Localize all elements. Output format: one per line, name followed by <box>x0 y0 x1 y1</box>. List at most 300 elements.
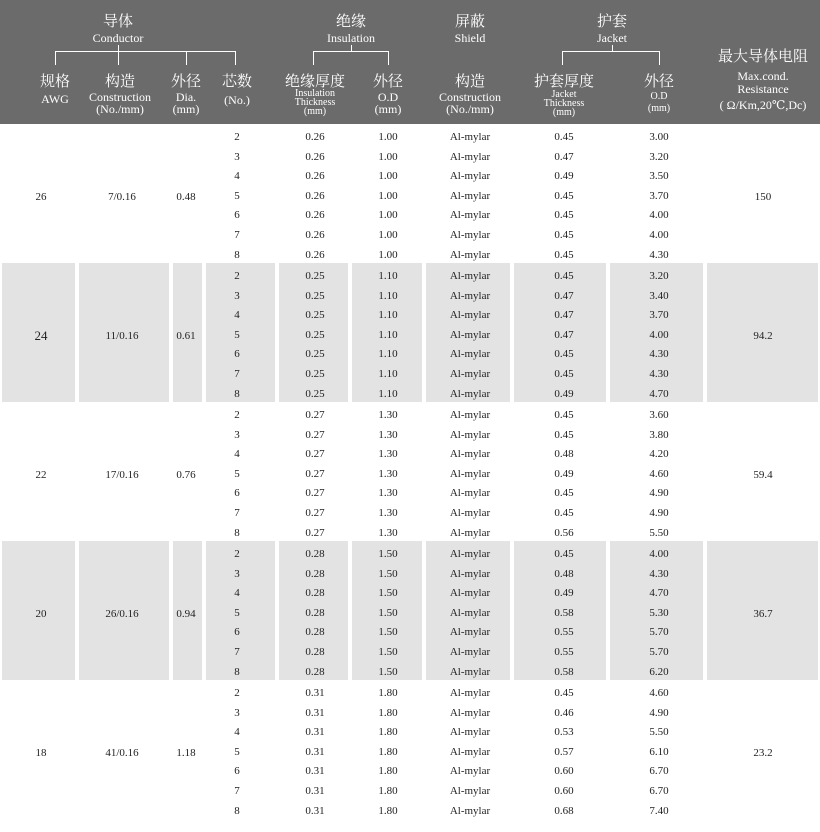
conductor-construction-cell: 26/0.16 <box>105 607 139 620</box>
jacket-thickness-cell: 0.47 <box>554 328 574 341</box>
conductor-dia-cell: 0.48 <box>176 190 196 203</box>
jacket-thickness-cell: 0.58 <box>554 606 574 619</box>
conductor-construction-cell: 41/0.16 <box>105 746 139 759</box>
table-row <box>0 623 820 643</box>
cores-cell: 3 <box>234 567 240 580</box>
cores-cell: 5 <box>234 189 240 202</box>
shield-construction-cell: Al-mylar <box>449 209 491 222</box>
insulation-od-cell: 1.50 <box>378 548 398 560</box>
shield-construction-cell: Al-mylar <box>449 606 491 619</box>
conductor-dia-cell: 0.94 <box>176 607 196 620</box>
shield-construction-cell: Al-mylar <box>449 289 491 302</box>
insulation-od-cell: 1.30 <box>378 467 398 480</box>
insulation-od-header-zh: 外径 <box>372 74 404 90</box>
jacket-od-cell: 4.00 <box>649 229 669 241</box>
insulation-thickness-cell: 0.26 <box>305 229 325 241</box>
jacket-thickness-cell: 0.49 <box>554 170 574 183</box>
cores-cell: 5 <box>234 745 240 758</box>
resistance-title-zh: 最大导体电阻 <box>717 49 809 65</box>
jacket-od-cell: 4.60 <box>649 687 669 699</box>
insulation-od-cell: 1.80 <box>378 687 398 699</box>
jacket-od-cell: 4.30 <box>649 348 669 361</box>
jacket-thickness-cell: 0.55 <box>554 646 574 658</box>
table-row <box>0 326 820 346</box>
shield-construction-cell: Al-mylar <box>449 548 491 560</box>
cores-cell: 8 <box>234 248 240 261</box>
jacket-od-cell: 5.70 <box>649 626 669 639</box>
table-row <box>0 684 820 704</box>
table-row <box>0 128 820 148</box>
table-row <box>0 504 820 524</box>
jacket-thickness-cell: 0.45 <box>554 229 574 241</box>
awg-cell: 18 <box>35 746 47 759</box>
jacket-thickness-cell: 0.45 <box>554 189 574 202</box>
table-row <box>0 226 820 246</box>
shield-construction-cell: Al-mylar <box>449 745 491 758</box>
insulation-thickness-cell: 0.31 <box>305 804 325 817</box>
insulation-od-cell: 1.80 <box>378 804 398 817</box>
cores-cell: 3 <box>234 428 240 441</box>
insulation-od-cell: 1.00 <box>378 248 398 261</box>
shield-construction-cell: Al-mylar <box>449 150 491 163</box>
insulation-thickness-cell: 0.27 <box>305 448 325 461</box>
jacket-od-cell: 4.30 <box>649 368 669 380</box>
jacket-thickness-cell: 0.45 <box>554 270 574 282</box>
table-row <box>0 345 820 365</box>
insulation-od-cell: 1.80 <box>378 785 398 797</box>
insulation-od-cell: 1.80 <box>378 726 398 739</box>
cores-cell: 4 <box>234 587 240 600</box>
insulation-od-cell: 1.10 <box>378 289 398 302</box>
insulation-thickness-cell: 0.27 <box>305 428 325 441</box>
insulation-thickness-cell: 0.31 <box>305 706 325 719</box>
insulation-thickness-cell: 0.28 <box>305 587 325 600</box>
cores-cell: 8 <box>234 526 240 539</box>
insulation-od-cell: 1.30 <box>378 507 398 519</box>
insulation-thickness-cell: 0.27 <box>305 487 325 500</box>
cores-cell: 4 <box>234 309 240 322</box>
insulation-od-cell: 1.50 <box>378 587 398 600</box>
shield-construction-cell: Al-mylar <box>449 467 491 480</box>
conductor-dia-cell: 0.61 <box>176 329 196 342</box>
insulation-od-cell: 1.10 <box>378 328 398 341</box>
jacket-thickness-cell: 0.47 <box>554 289 574 302</box>
shield-construction-cell: Al-mylar <box>449 229 491 241</box>
conductor-construction-cell: 7/0.16 <box>108 190 136 203</box>
insulation-od-cell: 1.50 <box>378 567 398 580</box>
table-row <box>0 465 820 485</box>
jacket-thickness-cell: 0.45 <box>554 409 574 421</box>
jacket-thickness-header-en2: Thickness <box>543 98 585 109</box>
conductor-bracket-tick <box>235 51 236 65</box>
conductor-bracket-tick <box>55 51 56 65</box>
table-row <box>0 704 820 724</box>
table-row <box>0 445 820 465</box>
insulation-thickness-cell: 0.25 <box>305 289 325 302</box>
insulation-thickness-cell: 0.27 <box>305 409 325 421</box>
shield-construction-cell: Al-mylar <box>449 507 491 519</box>
shield-construction-cell: Al-mylar <box>449 348 491 361</box>
resistance-cell: 36.7 <box>753 607 773 620</box>
jacket-od-cell: 5.70 <box>649 646 669 658</box>
insulation-od-cell: 1.10 <box>378 368 398 380</box>
insulation-title-en: Insulation <box>327 31 375 45</box>
conductor-dia-header-en: Dia. <box>175 90 197 104</box>
shield-construction-cell: Al-mylar <box>449 646 491 658</box>
insulation-thickness-cell: 0.28 <box>305 567 325 580</box>
insulation-thickness-cell: 0.31 <box>305 745 325 758</box>
table-row <box>0 643 820 663</box>
awg-cell: 20 <box>35 607 47 620</box>
jacket-thickness-cell: 0.68 <box>554 804 574 817</box>
insulation-od-cell: 1.50 <box>378 606 398 619</box>
table-row <box>0 187 820 207</box>
insulation-od-cell: 1.00 <box>378 131 398 143</box>
table-row <box>0 604 820 624</box>
conductor-title-zh: 导体 <box>102 14 134 30</box>
table-row <box>0 148 820 168</box>
insulation-thickness-cell: 0.26 <box>305 189 325 202</box>
jacket-bracket-tick <box>612 45 613 52</box>
jacket-od-header-unit: (mm) <box>647 103 671 114</box>
insulation-thickness-cell: 0.28 <box>305 548 325 560</box>
jacket-od-cell: 3.40 <box>649 289 669 302</box>
jacket-od-cell: 6.70 <box>649 785 669 797</box>
insulation-thickness-cell: 0.26 <box>305 209 325 222</box>
insulation-thickness-cell: 0.25 <box>305 270 325 282</box>
jacket-thickness-cell: 0.45 <box>554 368 574 380</box>
insulation-thickness-cell: 0.26 <box>305 131 325 143</box>
resistance-cell: 94.2 <box>753 329 773 342</box>
table-row <box>0 206 820 226</box>
jacket-bracket-tick <box>659 51 660 65</box>
shield-construction-cell: Al-mylar <box>449 804 491 817</box>
awg-header-zh: 规格 <box>39 74 71 90</box>
table-row <box>0 743 820 763</box>
insulation-od-cell: 1.80 <box>378 745 398 758</box>
jacket-thickness-cell: 0.45 <box>554 131 574 143</box>
jacket-thickness-cell: 0.60 <box>554 785 574 797</box>
jacket-od-cell: 4.00 <box>649 328 669 341</box>
awg-group <box>0 541 820 680</box>
jacket-od-cell: 4.90 <box>649 706 669 719</box>
insulation-thickness-cell: 0.25 <box>305 348 325 361</box>
conductor-construction-cell: 17/0.16 <box>105 468 139 481</box>
insulation-od-cell: 1.00 <box>378 229 398 241</box>
awg-cell: 22 <box>35 468 47 481</box>
resistance-cell: 23.2 <box>753 746 773 759</box>
jacket-thickness-header-zh: 护套厚度 <box>533 74 595 90</box>
table-row <box>0 484 820 504</box>
table-row <box>0 565 820 585</box>
insulation-od-cell: 1.10 <box>378 387 398 400</box>
jacket-od-cell: 4.60 <box>649 467 669 480</box>
insulation-thickness-header-en2: Thickness <box>294 97 336 108</box>
shield-construction-cell: Al-mylar <box>449 189 491 202</box>
table-row <box>0 287 820 307</box>
jacket-od-cell: 4.90 <box>649 507 669 519</box>
table-row <box>0 406 820 426</box>
jacket-thickness-cell: 0.48 <box>554 448 574 461</box>
jacket-od-cell: 4.30 <box>649 567 669 580</box>
cores-cell: 8 <box>234 387 240 400</box>
insulation-od-cell: 1.50 <box>378 646 398 658</box>
cores-cell: 4 <box>234 170 240 183</box>
insulation-bracket-tick <box>351 45 352 52</box>
jacket-title-zh: 护套 <box>596 14 628 30</box>
shield-construction-header-unit: (No./mm) <box>446 102 494 116</box>
cores-cell: 7 <box>234 507 240 519</box>
shield-construction-header-zh: 构造 <box>454 74 486 90</box>
cores-header-en: (No.) <box>224 93 250 107</box>
cores-cell: 6 <box>234 487 240 500</box>
insulation-thickness-header-zh: 绝缘厚度 <box>284 74 346 90</box>
resistance-title-unit: ( Ω/Km,20℃,Dc) <box>719 98 807 112</box>
cores-cell: 3 <box>234 706 240 719</box>
jacket-thickness-cell: 0.45 <box>554 209 574 222</box>
jacket-thickness-cell: 0.47 <box>554 309 574 322</box>
jacket-thickness-header-en1: Jacket <box>551 89 577 100</box>
jacket-od-cell: 3.20 <box>649 270 669 282</box>
conductor-bracket-tick <box>118 51 119 65</box>
insulation-od-cell: 1.10 <box>378 270 398 282</box>
insulation-title-zh: 绝缘 <box>335 14 367 30</box>
jacket-thickness-cell: 0.45 <box>554 487 574 500</box>
jacket-thickness-cell: 0.49 <box>554 387 574 400</box>
cores-cell: 7 <box>234 646 240 658</box>
cores-header-zh: 芯数 <box>221 74 253 90</box>
conductor-construction-header-unit: (No./mm) <box>96 102 144 116</box>
shield-construction-cell: Al-mylar <box>449 170 491 183</box>
shield-construction-cell: Al-mylar <box>449 368 491 380</box>
cores-cell: 7 <box>234 229 240 241</box>
insulation-od-cell: 1.30 <box>378 526 398 539</box>
conductor-bracket <box>55 51 235 52</box>
insulation-thickness-cell: 0.28 <box>305 665 325 678</box>
insulation-thickness-cell: 0.26 <box>305 170 325 183</box>
jacket-thickness-cell: 0.46 <box>554 706 574 719</box>
shield-construction-cell: Al-mylar <box>449 248 491 261</box>
awg-group <box>0 263 820 402</box>
conductor-title-en: Conductor <box>92 31 144 45</box>
cores-cell: 7 <box>234 368 240 380</box>
cores-cell: 4 <box>234 726 240 739</box>
shield-construction-header-en: Construction <box>439 90 501 104</box>
cores-cell: 2 <box>234 270 240 282</box>
insulation-thickness-cell: 0.25 <box>305 387 325 400</box>
jacket-od-cell: 4.70 <box>649 387 669 400</box>
table-row <box>0 762 820 782</box>
insulation-od-cell: 1.00 <box>378 150 398 163</box>
jacket-od-cell: 4.00 <box>649 548 669 560</box>
shield-construction-cell: Al-mylar <box>449 587 491 600</box>
insulation-thickness-cell: 0.26 <box>305 248 325 261</box>
insulation-od-header-en: O.D <box>377 90 399 104</box>
insulation-thickness-cell: 0.25 <box>305 368 325 380</box>
jacket-thickness-cell: 0.60 <box>554 765 574 778</box>
table-row <box>0 782 820 802</box>
cores-cell: 8 <box>234 665 240 678</box>
insulation-thickness-header-unit: (mm) <box>303 106 327 117</box>
jacket-thickness-cell: 0.49 <box>554 587 574 600</box>
table-row <box>0 306 820 326</box>
insulation-od-cell: 1.50 <box>378 665 398 678</box>
jacket-thickness-cell: 0.58 <box>554 665 574 678</box>
jacket-od-cell: 4.00 <box>649 209 669 222</box>
insulation-od-cell: 1.80 <box>378 765 398 778</box>
jacket-thickness-header-unit: (mm) <box>552 107 576 118</box>
shield-construction-cell: Al-mylar <box>449 309 491 322</box>
insulation-thickness-cell: 0.27 <box>305 467 325 480</box>
insulation-thickness-cell: 0.25 <box>305 328 325 341</box>
shield-construction-cell: Al-mylar <box>449 328 491 341</box>
jacket-thickness-cell: 0.45 <box>554 428 574 441</box>
awg-group <box>0 124 820 263</box>
insulation-bracket-tick <box>313 51 314 65</box>
jacket-od-cell: 3.50 <box>649 170 669 183</box>
insulation-od-header-unit: (mm) <box>374 102 402 116</box>
cores-cell: 5 <box>234 467 240 480</box>
insulation-thickness-cell: 0.28 <box>305 646 325 658</box>
jacket-od-cell: 7.40 <box>649 804 669 817</box>
jacket-od-header-en: O.D <box>650 91 668 102</box>
shield-construction-cell: Al-mylar <box>449 706 491 719</box>
resistance-cell: 150 <box>754 190 772 203</box>
conductor-dia-header-unit: (mm) <box>172 102 200 116</box>
cores-cell: 2 <box>234 131 240 143</box>
table-row <box>0 167 820 187</box>
jacket-thickness-cell: 0.45 <box>554 507 574 519</box>
jacket-thickness-cell: 0.45 <box>554 548 574 560</box>
jacket-od-cell: 4.20 <box>649 448 669 461</box>
insulation-thickness-header-en1: Insulation <box>295 88 335 99</box>
shield-construction-cell: Al-mylar <box>449 448 491 461</box>
cores-cell: 3 <box>234 150 240 163</box>
insulation-thickness-cell: 0.31 <box>305 726 325 739</box>
shield-construction-cell: Al-mylar <box>449 765 491 778</box>
cores-cell: 5 <box>234 606 240 619</box>
resistance-title-en2: Resistance <box>737 82 789 96</box>
insulation-thickness-cell: 0.25 <box>305 309 325 322</box>
jacket-od-cell: 5.50 <box>649 526 669 539</box>
cores-cell: 6 <box>234 348 240 361</box>
jacket-title-en: Jacket <box>597 31 627 45</box>
insulation-thickness-cell: 0.31 <box>305 687 325 699</box>
jacket-od-cell: 3.70 <box>649 189 669 202</box>
table-row <box>0 723 820 743</box>
jacket-thickness-cell: 0.47 <box>554 150 574 163</box>
resistance-title-en1: Max.cond. <box>737 69 789 83</box>
awg-cell: 24 <box>34 327 48 343</box>
jacket-od-cell: 3.60 <box>649 409 669 421</box>
jacket-od-cell: 3.70 <box>649 309 669 322</box>
insulation-od-cell: 1.50 <box>378 626 398 639</box>
insulation-thickness-cell: 0.27 <box>305 526 325 539</box>
table-header <box>0 0 820 124</box>
shield-construction-cell: Al-mylar <box>449 526 491 539</box>
insulation-od-cell: 1.30 <box>378 428 398 441</box>
jacket-thickness-cell: 0.55 <box>554 626 574 639</box>
insulation-od-cell: 1.00 <box>378 209 398 222</box>
insulation-thickness-cell: 0.27 <box>305 507 325 519</box>
conductor-dia-cell: 1.18 <box>176 746 196 759</box>
jacket-od-cell: 6.10 <box>649 745 669 758</box>
cores-cell: 2 <box>234 548 240 560</box>
jacket-od-cell: 3.20 <box>649 150 669 163</box>
jacket-thickness-cell: 0.56 <box>554 526 574 539</box>
jacket-od-cell: 4.30 <box>649 248 669 261</box>
shield-title-en: Shield <box>454 31 486 45</box>
cores-cell: 6 <box>234 626 240 639</box>
table-row <box>0 267 820 287</box>
jacket-bracket-tick <box>562 51 563 65</box>
jacket-thickness-cell: 0.49 <box>554 467 574 480</box>
shield-construction-cell: Al-mylar <box>449 409 491 421</box>
table-row <box>0 365 820 385</box>
conductor-bracket-tick <box>186 51 187 65</box>
shield-construction-cell: Al-mylar <box>449 665 491 678</box>
shield-title-zh: 屏蔽 <box>454 14 486 30</box>
shield-construction-cell: Al-mylar <box>449 487 491 500</box>
shield-construction-cell: Al-mylar <box>449 428 491 441</box>
jacket-od-cell: 6.70 <box>649 765 669 778</box>
cores-cell: 2 <box>234 687 240 699</box>
jacket-thickness-cell: 0.45 <box>554 687 574 699</box>
table-row <box>0 545 820 565</box>
cores-cell: 6 <box>234 765 240 778</box>
jacket-od-cell: 3.00 <box>649 131 669 143</box>
insulation-od-cell: 1.30 <box>378 448 398 461</box>
cores-cell: 4 <box>234 448 240 461</box>
insulation-od-cell: 1.80 <box>378 706 398 719</box>
insulation-bracket-tick <box>388 51 389 65</box>
insulation-thickness-cell: 0.31 <box>305 785 325 797</box>
insulation-od-cell: 1.30 <box>378 409 398 421</box>
cores-cell: 3 <box>234 289 240 302</box>
jacket-od-cell: 5.30 <box>649 606 669 619</box>
shield-construction-cell: Al-mylar <box>449 785 491 797</box>
shield-construction-cell: Al-mylar <box>449 626 491 639</box>
table-row <box>0 802 820 822</box>
cores-cell: 2 <box>234 409 240 421</box>
jacket-thickness-cell: 0.45 <box>554 348 574 361</box>
jacket-od-cell: 3.80 <box>649 428 669 441</box>
shield-construction-cell: Al-mylar <box>449 387 491 400</box>
jacket-od-cell: 5.50 <box>649 726 669 739</box>
jacket-od-cell: 4.70 <box>649 587 669 600</box>
awg-group <box>0 402 820 541</box>
awg-header-en: AWG <box>41 92 69 106</box>
conductor-construction-header-zh: 构造 <box>104 74 136 90</box>
insulation-od-cell: 1.00 <box>378 189 398 202</box>
jacket-bracket <box>562 51 659 52</box>
jacket-od-cell: 4.90 <box>649 487 669 500</box>
awg-group <box>0 680 820 832</box>
jacket-thickness-cell: 0.45 <box>554 248 574 261</box>
insulation-thickness-cell: 0.28 <box>305 606 325 619</box>
insulation-od-cell: 1.00 <box>378 170 398 183</box>
insulation-od-cell: 1.30 <box>378 487 398 500</box>
resistance-cell: 59.4 <box>753 468 773 481</box>
jacket-thickness-cell: 0.57 <box>554 745 574 758</box>
shield-construction-cell: Al-mylar <box>449 131 491 143</box>
insulation-thickness-cell: 0.26 <box>305 150 325 163</box>
conductor-construction-cell: 11/0.16 <box>105 329 139 342</box>
jacket-thickness-cell: 0.53 <box>554 726 574 739</box>
cores-cell: 7 <box>234 785 240 797</box>
conductor-dia-header-zh: 外径 <box>170 74 202 90</box>
cores-cell: 5 <box>234 328 240 341</box>
